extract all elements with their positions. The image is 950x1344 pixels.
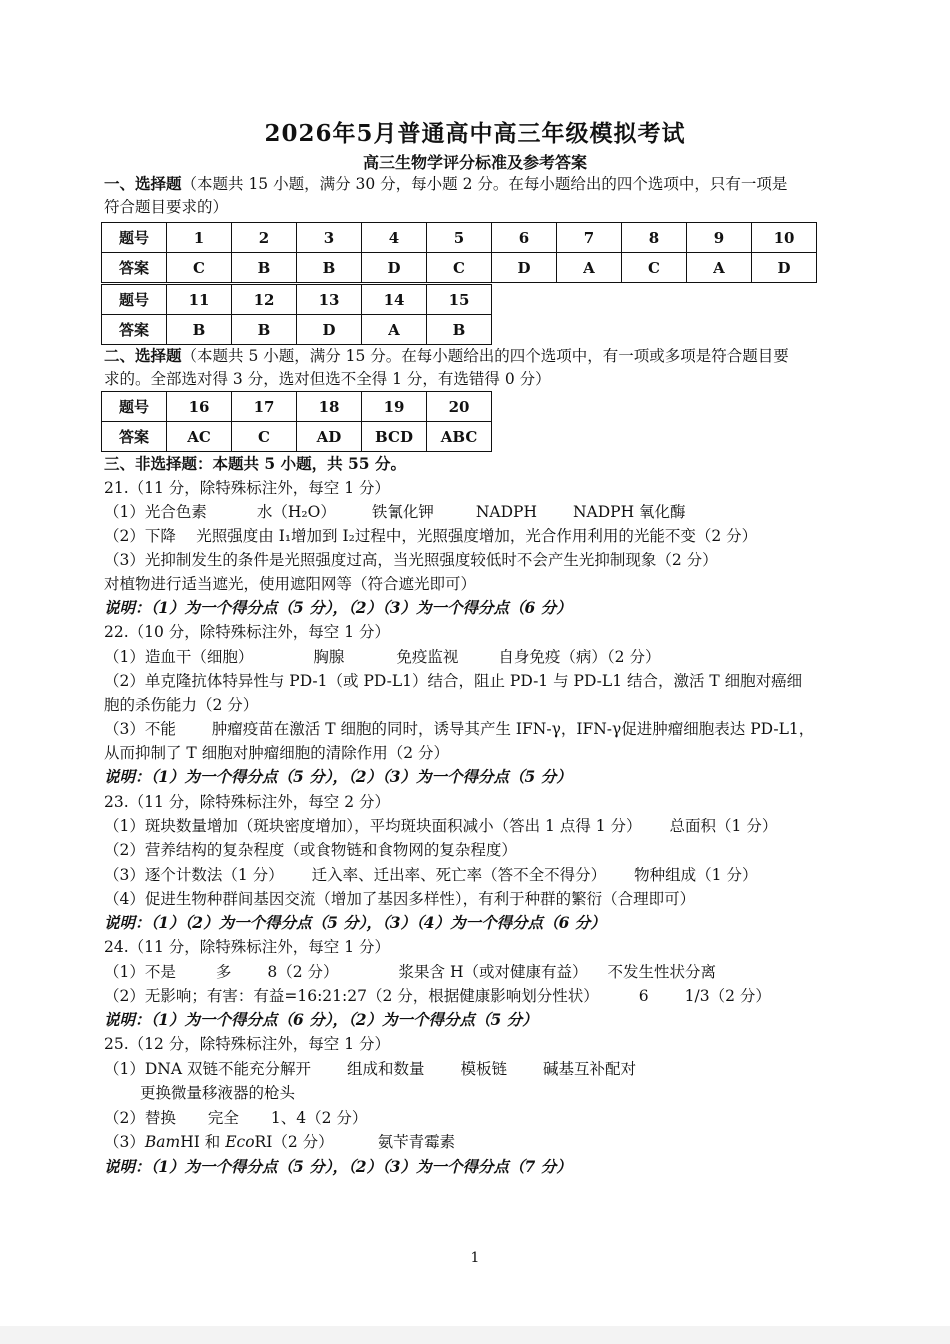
answer-cell: AD bbox=[297, 422, 362, 452]
q21-line4: 对植物进行适当遮光，使用遮阳网等（符合遮光即可） bbox=[104, 575, 477, 593]
answer-cell: C bbox=[232, 422, 297, 452]
q22-note: 说明：（1）为一个得分点（5 分），（2）（3）为一个得分点（5 分） bbox=[104, 767, 572, 786]
row-label-question: 题号 bbox=[102, 223, 167, 253]
question-number: 14 bbox=[362, 285, 427, 315]
question-number: 11 bbox=[167, 285, 232, 315]
row-label-answer: 答案 bbox=[102, 253, 167, 283]
q22-line4: （3）不能 肿瘤疫苗在激活 T 细胞的同时，诱导其产生 IFN-γ，IFN-γ促进肿瘤细胞表达 PD-L1， bbox=[104, 720, 815, 738]
table-row bbox=[102, 223, 817, 253]
q25-line1: （1）DNA 双链不能充分解开 组成和数量 模板链 碱基互补配对 bbox=[104, 1060, 637, 1078]
q22-line2: （2）单克隆抗体特异性与 PD-1（或 PD-L1）结合，阻止 PD-1 与 PD-L1 结合，激活 T 细胞对癌细 bbox=[104, 672, 803, 690]
answer-cell: AC bbox=[167, 422, 232, 452]
question-number: 9 bbox=[687, 223, 752, 253]
question-number: 20 bbox=[427, 392, 492, 422]
row-label-question: 题号 bbox=[102, 392, 167, 422]
question-number: 8 bbox=[622, 223, 687, 253]
answer-cell: BCD bbox=[362, 422, 427, 452]
q24-note: 说明：（1）为一个得分点（6 分），（2）为一个得分点（5 分） bbox=[104, 1010, 538, 1029]
q24-line1: （1）不是 多 8（2 分） 浆果含 H（或对健康有益） 不发生性状分离 bbox=[104, 963, 717, 981]
answer-cell: B bbox=[167, 315, 232, 345]
q23-note: 说明：（1）（2）为一个得分点（5 分），（3）（4）为一个得分点（6 分） bbox=[104, 913, 606, 932]
q24-line2: （2）无影响；有害：有益=16:21:27（2 分，根据健康影响划分性状） 6 1/3（2 分） bbox=[104, 987, 771, 1005]
table-row bbox=[102, 422, 492, 452]
question-number: 10 bbox=[752, 223, 817, 253]
section2-desc-line1: 二、选择题（本题共 5 小题，满分 15 分。在每小题给出的四个选项中，有一项或多项是符合题目要 bbox=[104, 346, 789, 365]
q21-line1: （1）光合色素 水（H₂O） 铁氰化钾 NADPH NADPH 氧化酶 bbox=[104, 503, 686, 521]
answer-cell: C bbox=[427, 253, 492, 283]
q21-note: 说明：（1）为一个得分点（5 分），（2）（3）为一个得分点（6 分） bbox=[104, 598, 572, 617]
q21-line2: （2）下降 光照强度由 I₁增加到 I₂过程中，光照强度增加，光合作用利用的光能不变（2 分） bbox=[104, 527, 758, 545]
question-number: 2 bbox=[232, 223, 297, 253]
answer-table-2 bbox=[101, 284, 492, 345]
q24-head: 24.（11 分，除特殊标注外，每空 1 分） bbox=[104, 938, 391, 956]
answer-cell: A bbox=[687, 253, 752, 283]
answer-cell: B bbox=[297, 253, 362, 283]
q23-line1: （1）斑块数量增加（斑块密度增加），平均斑块面积减小（答出 1 点得 1 分） 总面积（1 分） bbox=[104, 817, 778, 835]
q22-line5: 从而抑制了 T 细胞对肿瘤细胞的清除作用（2 分） bbox=[104, 744, 449, 762]
answer-cell: C bbox=[622, 253, 687, 283]
answer-cell: A bbox=[362, 315, 427, 345]
page-number: 1 bbox=[470, 1250, 480, 1266]
table-row bbox=[102, 285, 492, 315]
question-number: 16 bbox=[167, 392, 232, 422]
table-row bbox=[102, 315, 492, 345]
section1-desc-line1: 一、选择题（本题共 15 小题，满分 30 分，每小题 2 分。在每小题给出的四个选项中，只有一项是 bbox=[104, 174, 788, 193]
answer-cell: D bbox=[297, 315, 362, 345]
q21-head: 21.（11 分，除特殊标注外，每空 1 分） bbox=[104, 479, 391, 497]
question-number: 15 bbox=[427, 285, 492, 315]
q22-head: 22.（10 分，除特殊标注外，每空 1 分） bbox=[104, 623, 391, 641]
q23-head: 23.（11 分，除特殊标注外，每空 2 分） bbox=[104, 793, 391, 811]
section2-desc-line2: 求的。全部选对得 3 分，选对但选不全得 1 分，有选错得 0 分） bbox=[104, 370, 551, 388]
answer-table-1 bbox=[101, 222, 817, 283]
question-number: 17 bbox=[232, 392, 297, 422]
page-title: 2026年5月普通高中高三年级模拟考试 bbox=[264, 120, 686, 147]
section1-heading: 一、选择题 bbox=[104, 174, 182, 193]
table-row bbox=[102, 392, 492, 422]
question-number: 19 bbox=[362, 392, 427, 422]
question-number: 18 bbox=[297, 392, 362, 422]
answer-cell: B bbox=[232, 315, 297, 345]
section3-heading: 三、非选择题：本题共 5 小题，共 55 分。 bbox=[104, 454, 406, 473]
question-number: 4 bbox=[362, 223, 427, 253]
answer-cell: A bbox=[557, 253, 622, 283]
answer-cell: C bbox=[167, 253, 232, 283]
row-label-answer: 答案 bbox=[102, 315, 167, 345]
page-subtitle: 高三生物学评分标准及参考答案 bbox=[362, 153, 587, 172]
answer-cell: D bbox=[492, 253, 557, 283]
answer-cell: D bbox=[752, 253, 817, 283]
q25-line3: （3）BamHI 和 EcoRI（2 分） 氨苄青霉素 bbox=[104, 1133, 456, 1151]
q25-head: 25.（12 分，除特殊标注外，每空 1 分） bbox=[104, 1035, 391, 1053]
q25-line2: （2）替换 完全 1、4（2 分） bbox=[104, 1109, 368, 1127]
q25-note: 说明：（1）为一个得分点（5 分），（2）（3）为一个得分点（7 分） bbox=[104, 1157, 572, 1176]
section1-desc-line2: 符合题目要求的） bbox=[104, 198, 229, 216]
q23-line3: （3）逐个计数法（1 分） 迁入率、迁出率、死亡率（答不全不得分） 物种组成（1 分） bbox=[104, 866, 758, 884]
question-number: 7 bbox=[557, 223, 622, 253]
question-number: 12 bbox=[232, 285, 297, 315]
answer-cell: B bbox=[427, 315, 492, 345]
question-number: 1 bbox=[167, 223, 232, 253]
table-row bbox=[102, 253, 817, 283]
q22-line1: （1）造血干（细胞） 胸腺 免疫监视 自身免疫（病）（2 分） bbox=[104, 648, 661, 666]
row-label-answer: 答案 bbox=[102, 422, 167, 452]
q25-line1b: 更换微量移液器的枪头 bbox=[140, 1084, 296, 1102]
question-number: 5 bbox=[427, 223, 492, 253]
row-label-question: 题号 bbox=[102, 285, 167, 315]
answer-cell: B bbox=[232, 253, 297, 283]
question-number: 3 bbox=[297, 223, 362, 253]
q23-line2: （2）营养结构的复杂程度（或食物链和食物网的复杂程度） bbox=[104, 841, 517, 859]
footer-bar bbox=[0, 1326, 950, 1344]
answer-cell: ABC bbox=[427, 422, 492, 452]
answer-table-3 bbox=[101, 391, 492, 452]
q22-line3: 胞的杀伤能力（2 分） bbox=[104, 696, 259, 714]
question-number: 13 bbox=[297, 285, 362, 315]
question-number: 6 bbox=[492, 223, 557, 253]
q21-line3: （3）光抑制发生的条件是光照强度过高，当光照强度较低时不会产生光抑制现象（2 分） bbox=[104, 551, 718, 569]
q23-line4: （4）促进生物种群间基因交流（增加了基因多样性），有利于种群的繁衍（合理即可） bbox=[104, 890, 696, 908]
section2-heading: 二、选择题 bbox=[104, 346, 182, 365]
answer-cell: D bbox=[362, 253, 427, 283]
